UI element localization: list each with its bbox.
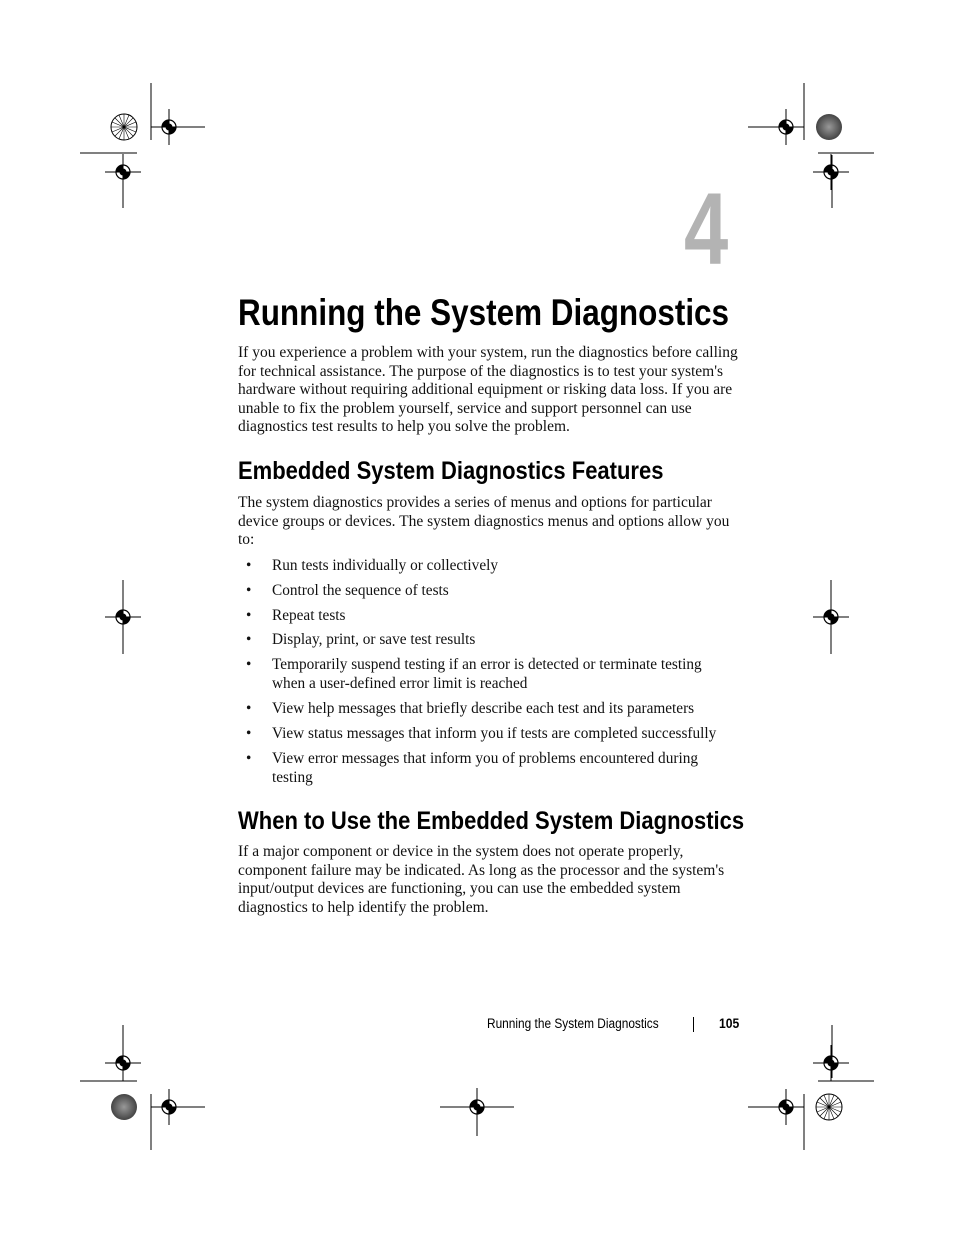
crop-mark-top-left: [80, 83, 205, 208]
chapter-title: Running the System Diagnostics: [238, 292, 730, 333]
crop-mark-bottom-center: [440, 1088, 514, 1136]
crop-mark-bottom-left: [80, 1025, 205, 1150]
bullet-icon: •: [246, 606, 252, 624]
footer-running-title: Running the System Diagnostics: [487, 1016, 659, 1031]
list-item: • Temporarily suspend testing if an error is detected or terminate testing when a user-defined error limit is reached: [246, 656, 702, 693]
list-item: • Repeat tests: [246, 606, 346, 624]
bullet-icon: •: [246, 557, 252, 574]
bullet-icon: •: [246, 724, 252, 742]
features-bullet-list: [238, 556, 738, 792]
crop-mark-top-right: [748, 83, 874, 208]
list-item: • View help messages that briefly describe each test and its parameters: [246, 699, 695, 717]
page-number: 105: [719, 1016, 740, 1031]
bullet-icon: •: [246, 749, 252, 767]
list-item: • Control the sequence of tests: [246, 581, 449, 599]
when-to-use-paragraph: If a major component or device in the system does not operate properly, component failure may be indicated. As long as the processor and the system's input/output devices are functioning, you can use the embedded system diagnostics to help identify the problem.: [238, 843, 725, 916]
chapter-intro-paragraph: If you experience a problem with your system, run the diagnostics before calling for technical assistance. The purpose of the diagnostics is to test your system's hardware without requiring additional equipment or risking data loss. If you are unable to fix the problem yourself, service and support personnel can use diagnostics test results to help you solve the problem.: [238, 344, 738, 436]
section-heading-features: Embedded System Diagnostics Features: [238, 457, 664, 485]
bullet-icon: •: [246, 656, 252, 674]
bullet-icon: •: [246, 581, 252, 599]
list-item: • Display, print, or save test results: [246, 631, 476, 649]
section-heading-when-to-use: When to Use the Embedded System Diagnostics: [238, 807, 745, 835]
list-item: • View error messages that inform you of problems encountered during testing: [246, 749, 698, 786]
bullet-icon: •: [246, 631, 252, 649]
footer-divider: [693, 1017, 694, 1032]
crop-mark-bottom-right: [748, 1025, 874, 1150]
chapter-number: 4: [684, 172, 729, 286]
bullet-icon: •: [246, 699, 252, 717]
list-item: • Run tests individually or collectively: [246, 557, 499, 574]
features-intro-paragraph: The system diagnostics provides a series of menus and options for particular device groups or devices. The system diagnostics menus and options allow you to:: [238, 494, 730, 549]
list-item: • View status messages that inform you if tests are completed successfully: [246, 724, 717, 742]
